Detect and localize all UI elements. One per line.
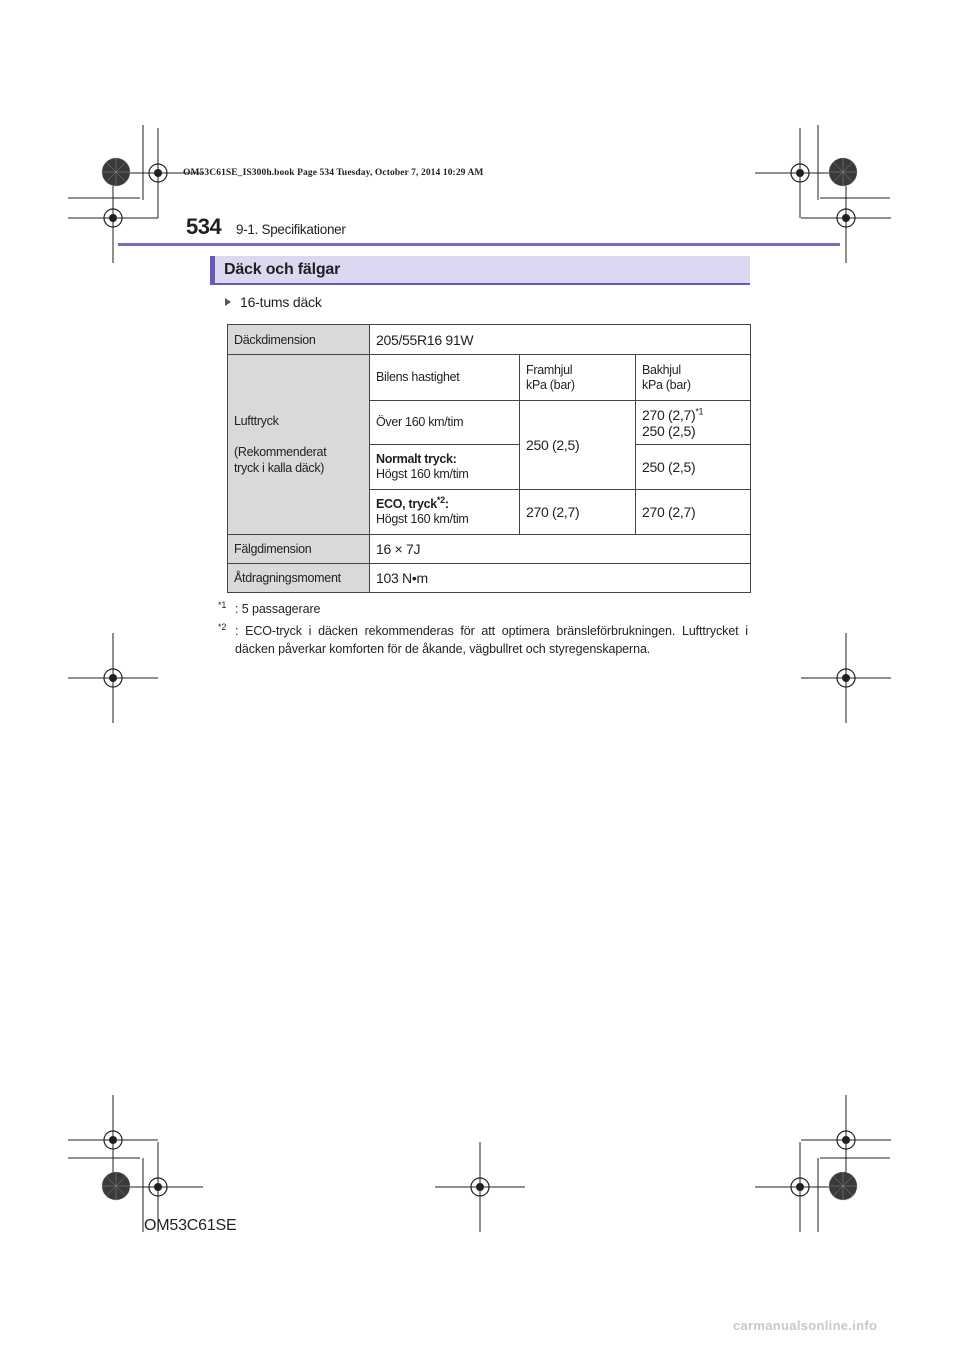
speed-eco xyxy=(370,490,520,535)
pressure-label xyxy=(228,355,370,535)
page-number: 534 xyxy=(186,214,222,239)
rear-pressure-over-160 xyxy=(636,401,751,445)
tire-size-value: 205/55R16 91W xyxy=(370,325,751,355)
rear-value-b: 250 (2,5) xyxy=(642,422,696,439)
speed-over-160: Över 160 km/tim xyxy=(370,401,520,445)
wheel-size-label: Fälgdimension xyxy=(228,535,370,564)
front-pressure-shared: 250 (2,5) xyxy=(520,401,636,490)
col-speed-header: Bilens hastighet xyxy=(370,355,520,401)
header-rule xyxy=(118,243,840,246)
col-rear-title: Bakhjul xyxy=(642,362,681,377)
eco-pressure-label: ECO, tryck xyxy=(376,497,437,511)
wheel-size-value: 16 × 7J xyxy=(370,535,751,564)
rear-value-a: 270 (2,7) xyxy=(642,406,696,423)
triangle-bullet-icon xyxy=(225,298,231,306)
eco-speed-limit: Högst 160 km/tim xyxy=(376,512,469,526)
torque-label: Åtdragningsmoment xyxy=(228,564,370,593)
subsection-heading xyxy=(225,294,322,310)
chapter-title: 9-1. Specifikationer xyxy=(236,222,346,237)
tire-size-label: Däckdimension xyxy=(228,325,370,355)
table-row xyxy=(228,535,751,564)
table-row xyxy=(228,564,751,593)
footnote-text: : 5 passagerare xyxy=(235,602,321,616)
watermark: carmanualsonline.info xyxy=(733,1318,878,1333)
section-heading xyxy=(210,256,750,285)
footnote-mark: *1 xyxy=(695,405,704,416)
col-front-header xyxy=(520,355,636,401)
rear-pressure-eco: 270 (2,7) xyxy=(636,490,751,535)
pressure-label-note: (Rekommenderat tryck i kalla däck) xyxy=(234,445,327,475)
footnote-mark: *1 xyxy=(218,599,227,610)
document-code: OM53C61SE xyxy=(144,1217,237,1234)
eco-colon: : xyxy=(444,497,449,511)
pressure-label-main: Lufttryck xyxy=(234,414,279,428)
footnote-mark: *2 xyxy=(218,621,227,632)
col-rear-header xyxy=(636,355,751,401)
normal-pressure-label: Normalt tryck: xyxy=(376,452,457,466)
front-pressure-eco: 270 (2,7) xyxy=(520,490,636,535)
normal-speed-limit: Högst 160 km/tim xyxy=(376,467,469,481)
torque-value: 103 N•m xyxy=(370,564,751,593)
table-row xyxy=(228,325,751,355)
speed-normal xyxy=(370,445,520,490)
col-rear-unit: kPa (bar) xyxy=(642,377,691,392)
section-accent xyxy=(210,256,215,283)
col-front-title: Framhjul xyxy=(526,362,573,377)
table-row xyxy=(228,355,751,401)
book-file-header: OM53C61SE_IS300h.book Page 534 Tuesday, October 7, 2014 10:29 AM xyxy=(183,168,484,178)
footnote-mark: *2 xyxy=(436,494,445,505)
rear-pressure-normal: 250 (2,5) xyxy=(636,445,751,490)
section-title: Däck och fälgar xyxy=(224,261,341,278)
footnote-text: : ECO-tryck i däcken rekommenderas för att optimera bränsleförbrukningen. Lufttrycket i däcken påverkar komforten för de åkande, vägbullret och styregenskaperna. xyxy=(235,624,748,656)
tire-spec-table xyxy=(227,324,751,593)
col-front-unit: kPa (bar) xyxy=(526,377,575,392)
subsection-title: 16-tums däck xyxy=(240,294,322,310)
